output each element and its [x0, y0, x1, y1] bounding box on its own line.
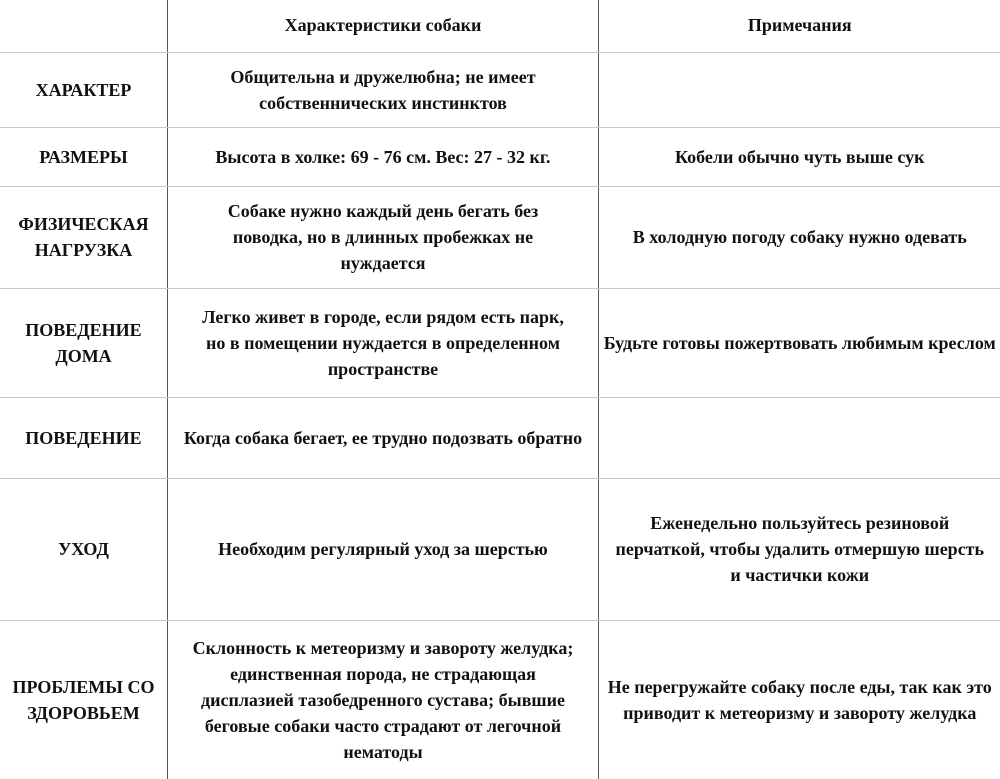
row-traits: Необходим регулярный уход за шерстью — [168, 478, 599, 620]
row-traits: Склонность к метеоризму и завороту желудка; единственная порода, не страдающая дисплазией тазобедренного сустава; бывшие беговые собаки часто страдают от легочной нематоды — [168, 620, 599, 779]
row-notes: В холодную погоду собаку нужно одевать — [599, 186, 1000, 288]
row-notes: Будьте готовы пожертвовать любимым креслом — [599, 288, 1000, 397]
row-label: ПОВЕДЕНИЕ — [0, 397, 168, 478]
row-label: ФИЗИЧЕСКАЯ НАГРУЗКА — [0, 186, 168, 288]
row-traits: Легко живет в городе, если рядом есть парк, но в помещении нуждается в определенном пространстве — [168, 288, 599, 397]
row-notes: Кобели обычно чуть выше сук — [599, 127, 1000, 186]
table-row — [0, 620, 1000, 779]
row-label: ПРОБЛЕМЫ СО ЗДОРОВЬЕМ — [0, 620, 168, 779]
row-notes — [599, 52, 1000, 127]
row-traits: Общительна и дружелюбна; не имеет собственнических инстинктов — [168, 52, 599, 127]
table-row — [0, 186, 1000, 288]
table-row — [0, 397, 1000, 478]
row-label: РАЗМЕРЫ — [0, 127, 168, 186]
row-notes — [599, 397, 1000, 478]
table-row — [0, 52, 1000, 127]
row-label: ПОВЕДЕНИЕ ДОМА — [0, 288, 168, 397]
table-row — [0, 288, 1000, 397]
row-traits: Когда собака бегает, ее трудно подозвать обратно — [168, 397, 599, 478]
row-traits: Собаке нужно каждый день бегать без поводка, но в длинных пробежках не нуждается — [168, 186, 599, 288]
table-row — [0, 478, 1000, 620]
header-notes: Примечания — [599, 0, 1000, 52]
row-label: ХАРАКТЕР — [0, 52, 168, 127]
row-traits: Высота в холке: 69 - 76 см. Вес: 27 - 32 кг. — [168, 127, 599, 186]
header-empty — [0, 0, 168, 52]
row-notes: Не перегружайте собаку после еды, так как это приводит к метеоризму и завороту желудка — [599, 620, 1000, 779]
header-traits: Характеристики собаки — [168, 0, 599, 52]
row-label: УХОД — [0, 478, 168, 620]
row-notes: Еженедельно пользуйтесь резиновой перчаткой, чтобы удалить отмершую шерсть и частички кожи — [599, 478, 1000, 620]
table-row — [0, 127, 1000, 186]
header-row — [0, 0, 1000, 52]
